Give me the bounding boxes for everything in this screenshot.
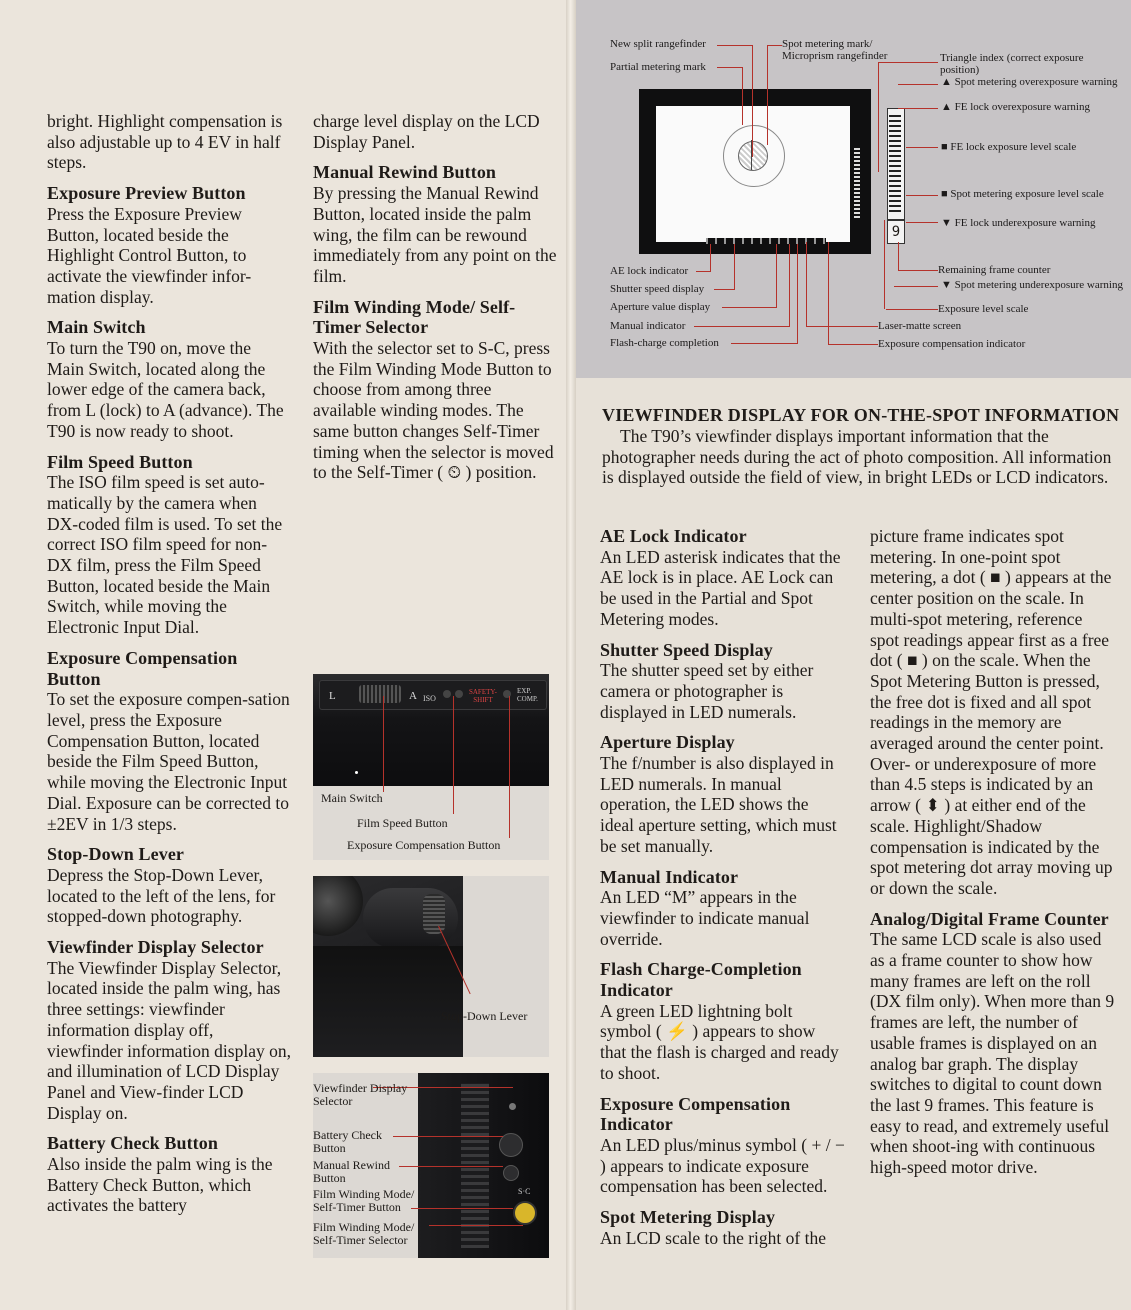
- leader-top-2: [717, 67, 743, 68]
- label-remaining-frame-counter: Remaining frame counter: [938, 264, 1051, 276]
- label-spot-scale: ■ Spot metering exposure level scale: [941, 188, 1104, 200]
- iso-label: ISO: [423, 694, 436, 703]
- sc-label: S·C: [518, 1187, 531, 1196]
- label-flash-charge-completion: Flash-charge completion: [610, 337, 719, 349]
- leader-right-1: [898, 84, 938, 85]
- stop-down-lever: [423, 894, 445, 934]
- safety-shift-label: SAFETY-SHIFT: [468, 688, 497, 704]
- label-partial-metering-mark: Partial metering mark: [610, 61, 706, 73]
- leader-right-10v: [828, 242, 829, 344]
- section-exposure-preview: Exposure Preview Button Press the Exposure Preview Button, located beside the Highlight Control Button, to activate the viewfinder infor-mation display.: [47, 183, 252, 307]
- label-spot-metering-mark: Spot metering mark/ Microprism rangefinder: [782, 38, 888, 62]
- leader-left-3v: [789, 244, 790, 327]
- frame-counter-digit: 9: [887, 220, 905, 244]
- section-main-switch: Main Switch To turn the T90 on, move the Main Switch, located along the lower edge of the camera back, from L (lock) to A (advance). The T90 is now ready to shoot.: [47, 317, 284, 441]
- section-spot-metering: Spot Metering Display An LCD scale to the right of the: [600, 1207, 826, 1248]
- section-ae-lock: AE Lock Indicator An LED asterisk indicates that the AE lock is in place. AE Lock can be used in the Partial and Spot Metering modes.: [600, 526, 841, 629]
- manual-rewind-button: [503, 1165, 519, 1181]
- section-flash-charge: Flash Charge-Completion Indicator A green LED lightning bolt symbol ( ⚡ ) appears to show that the flash is charged and ready to shoot.: [600, 959, 839, 1083]
- right-column-2: [870, 526, 1115, 1188]
- intro-text: bright. Highlight compensation is also adjustable up to 4 EV in half steps.: [47, 111, 283, 173]
- viewfinder-heading: VIEWFINDER DISPLAY FOR ON-THE-SPOT INFORMATION: [602, 405, 1120, 425]
- leader-right-2: [898, 108, 938, 109]
- leader-right-7: [894, 286, 938, 287]
- leader-top-1v: [752, 45, 753, 157]
- scale-segments: [889, 112, 901, 212]
- main-switch-knob: [359, 685, 401, 703]
- section-manual-rewind: Manual Rewind Button By pressing the Manual Rewind Button, located inside the palm wing, the film can be rewound immediately from any point on the film.: [313, 162, 557, 286]
- stop-down-lever-photo: [313, 876, 549, 1057]
- label-laser-matte-screen: Laser-matte screen: [878, 320, 962, 332]
- section-exposure-comp-indicator: Exposure Compensation Indicator An LED plus/minus symbol ( + / − ) appears to indicate exposure compensation has been selected.: [600, 1093, 845, 1197]
- section-exposure-compensation: Exposure Compensation Button To set the exposure compen-sation level, press the Exposure Compensation Button, located beside the Film Speed Button, while moving the Electronic Input Dial. Exposure can be corrected to ±2EV in 1/3 steps.: [47, 647, 290, 834]
- leader-left-1v: [734, 244, 735, 290]
- leader-top-2v: [742, 67, 743, 125]
- leader-top-3: [767, 45, 782, 46]
- exp-comp-label: EXP. COMP.: [517, 687, 538, 703]
- leader-right-0: [878, 62, 938, 63]
- leader-left-4: [731, 343, 797, 344]
- label-fe-overexposure: ▲ FE lock overexposure warning: [941, 101, 1090, 113]
- leader-right-6: [898, 270, 938, 271]
- caption-winding-mode-selector: Film Winding Mode/ Self-Timer Selector: [313, 1220, 415, 1247]
- leader-line-exp-comp: [509, 696, 510, 838]
- leader-left-2: [722, 307, 776, 308]
- leader-line-winding-selector: [429, 1225, 523, 1226]
- label-new-split-rangefinder: New split rangefinder: [610, 38, 706, 50]
- section-viewfinder-selector: Viewfinder Display Selector The Viewfinder Display Selector, located inside the palm wing, has three settings: viewfinder information display off, viewfinder information display on, and illumination of LCD Display Panel and View-finder LCD Display on.: [47, 937, 291, 1123]
- leader-right-10: [828, 344, 878, 345]
- caption-main-switch: Main Switch: [321, 791, 383, 805]
- leader-left-4v: [797, 244, 798, 344]
- film-winding-button: [513, 1201, 537, 1225]
- label-shutter-speed-display: Shutter speed display: [610, 283, 705, 295]
- label-spot-underexposure: ▼ Spot metering underexposure warning: [941, 279, 1123, 291]
- caption-exposure-compensation-button: Exposure Compensation Button: [347, 838, 501, 852]
- leader-left-0: [696, 271, 710, 272]
- section-manual-indicator: Manual Indicator An LED “M” appears in the viewfinder to indicate manual override.: [600, 866, 810, 949]
- label-ae-lock-indicator: AE lock indicator: [610, 265, 689, 277]
- section-film-winding: Film Winding Mode/ Self-Timer Selector With the selector set to S-C, press the Film Winding Mode Button to choose from among three available winding modes. The same button changes Self-Timer timing when the selector is moved to the Self-Timer ( ⏲ ) position.: [313, 296, 554, 483]
- iso-button: [443, 690, 451, 698]
- camera-lower-body: [313, 946, 463, 1057]
- section-film-speed: Film Speed Button The ISO film speed is set auto-matically by the camera when DX-coded film is used. To set the correct ISO film speed for non-DX film, press the Film Speed Button, located beside the Main Switch, while moving the Electronic Input Dial.: [47, 451, 283, 638]
- leader-right-4: [906, 195, 938, 196]
- leader-line-battery-check: [393, 1136, 503, 1137]
- display-selector-knob: [509, 1103, 516, 1110]
- left-column-2: [313, 111, 558, 493]
- section-aperture: Aperture Display The f/number is also displayed in LED numerals. In manual operation, the LED shows the ideal aperture setting, which must be set manually.: [600, 732, 837, 856]
- leader-line-film-speed: [453, 696, 454, 814]
- label-spot-overexposure: ▲ Spot metering overexposure warning: [941, 76, 1118, 88]
- safety-button: [455, 690, 463, 698]
- label-exposure-level-scale: Exposure level scale: [938, 303, 1029, 315]
- label-triangle-index: Triangle index (correct exposure position): [940, 52, 1084, 76]
- leader-right-6v: [898, 242, 899, 270]
- inner-scale: [854, 148, 860, 218]
- right-column-1: [600, 526, 845, 1259]
- label-exposure-comp-indicator: Exposure compensation indicator: [878, 338, 1026, 350]
- lock-label: L: [329, 690, 336, 702]
- viewfinder-intro: The T90’s viewfinder displays important information that the photographer needs during the act of photo composition. All information is displayed outside the field of view, in bright LEDs or LCD indicators.: [602, 426, 1112, 488]
- leader-right-3: [906, 147, 938, 148]
- leader-right-5: [906, 222, 938, 223]
- leader-right-9: [806, 326, 878, 327]
- led-strip: [706, 238, 826, 244]
- caption-winding-mode-button: Film Winding Mode/ Self-Timer Button: [313, 1187, 415, 1214]
- section-frame-counter: Analog/Digital Frame Counter The same LCD scale is also used as a frame counter to show how many frames are left on the roll (DX film only). When more than 9 frames are left, the number of usable frames is displayed on an analog bar graph. The display switches to digital to count down the last 9 frames. This feature is easy to read, and extremely useful when shoot-ing with continuous high-speed motor drive.: [870, 908, 1115, 1178]
- intro-text: charge level display on the LCD Display Panel.: [313, 111, 540, 152]
- caption-battery-check-button: Battery Check Button: [313, 1128, 382, 1155]
- spot-metering-continued: picture frame indicates spot metering. In one-point spot metering, a dot ( ■ ) appears at the center position on the scale. In multi-spot metering, reference spot readings appear first as a free dot ( ■ ) on the scale. When the Spot Metering Button is pressed, the free dot is fixed and all spot readings in the memory are averaged around the center point. Over- or underexposure of more than 4.5 steps is indicated by an arrow ( ⬍ ) at either end of the scale. Highlight/Shadow compensation is indicated by the spot metering dot array moving up or down the scale.: [870, 526, 1113, 898]
- leader-left-1: [714, 289, 734, 290]
- highlight-dot: [355, 771, 358, 774]
- section-shutter-speed: Shutter Speed Display The shutter speed set by either camera or photographer is displayed in LED numerals.: [600, 639, 814, 722]
- label-fe-scale: ■ FE lock exposure level scale: [941, 141, 1077, 153]
- leader-left-2v: [776, 244, 777, 308]
- viewfinder-diagram: [576, 0, 1131, 378]
- leader-line-manual-rewind: [399, 1166, 503, 1167]
- advance-label: A: [409, 690, 417, 702]
- caption-manual-rewind-button: Manual Rewind Button: [313, 1158, 390, 1185]
- section-stop-down: Stop-Down Lever Depress the Stop-Down Lever, located to the left of the lens, for stopped-down photography.: [47, 844, 276, 927]
- microprism-rangefinder: [738, 141, 768, 171]
- section-battery-check: Battery Check Button Also inside the palm wing is the Battery Check Button, which activates the battery: [47, 1133, 273, 1216]
- caption-film-speed-button: Film Speed Button: [357, 816, 448, 830]
- leader-right-0v: [878, 62, 879, 172]
- leader-left-3: [694, 326, 789, 327]
- leader-top-1: [717, 45, 753, 46]
- label-aperture-value-display: Aperture value display: [610, 301, 711, 313]
- caption-stop-down-lever: Stop-Down Lever: [441, 1009, 528, 1023]
- leader-right-9v: [806, 242, 807, 326]
- leader-top-3v: [767, 45, 768, 145]
- page-fold: [566, 0, 576, 1310]
- leader-left-0v: [710, 244, 711, 272]
- leader-right-8v: [884, 220, 885, 309]
- camera-back-photo: [313, 674, 549, 860]
- palm-wing-photo: [313, 1073, 549, 1258]
- leader-right-8: [886, 309, 938, 310]
- leader-line-winding-button: [411, 1208, 513, 1209]
- label-manual-indicator: Manual indicator: [610, 320, 686, 332]
- leader-line-main-switch: [383, 696, 384, 792]
- caption-viewfinder-display-selector: Viewfinder Display Selector: [313, 1081, 408, 1108]
- label-fe-underexposure: ▼ FE lock underexposure warning: [941, 217, 1096, 229]
- left-column-1: [47, 111, 292, 1226]
